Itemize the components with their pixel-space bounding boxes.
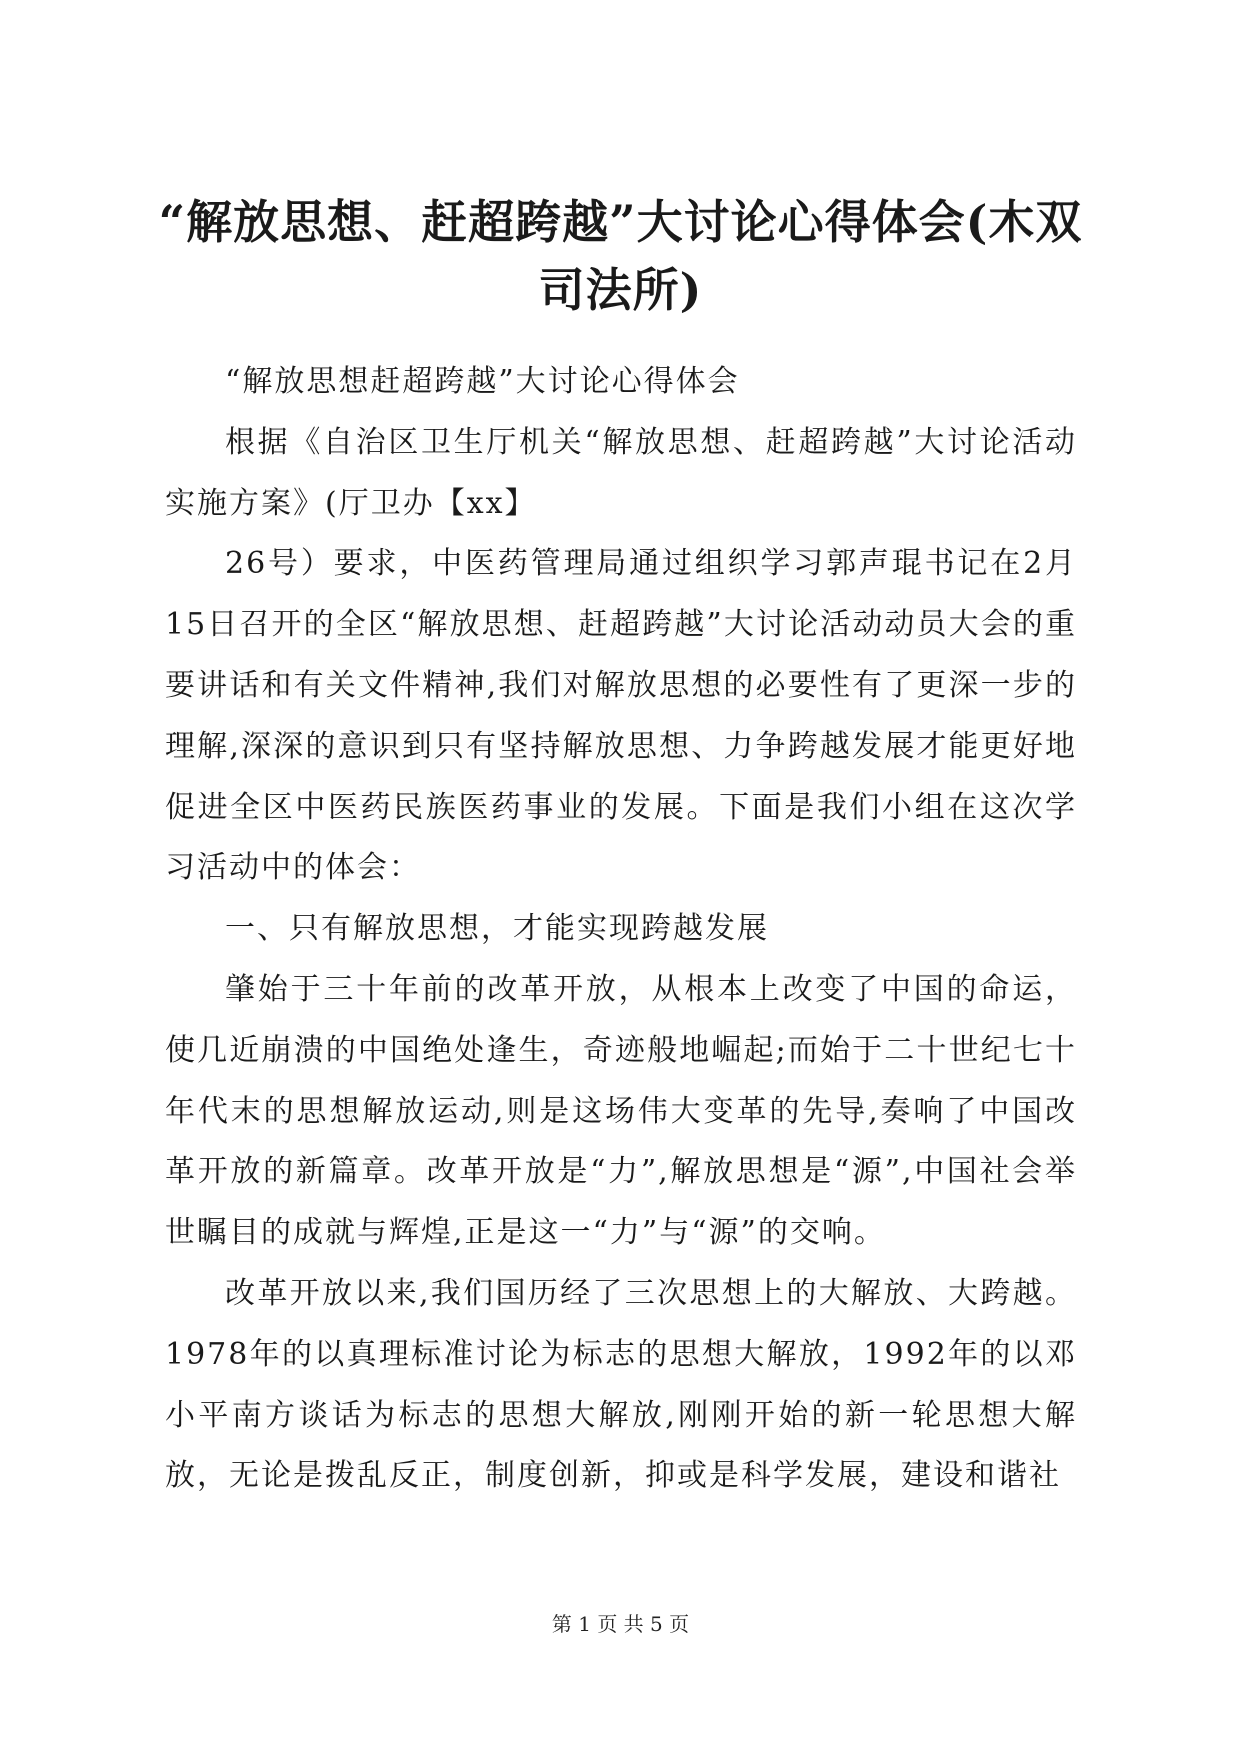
paragraph: 根据《自治区卫生厅机关“解放思想、赶超跨越”大讨论活动实施方案》(厅卫办【xx】 bbox=[165, 424, 1077, 521]
section-heading: 一、只有解放思想，才能实现跨越发展 bbox=[225, 911, 769, 947]
paragraph: 26号）要求，中医药管理局通过组织学习郭声琨书记在2月15日召开的全区“解放思想、赶超跨越”大讨论活动动员大会的重要讲话和有关文件精神,我们对解放思想的必要性有了更深一步的理解,深深的意识到只有坚持解放思想、力争跨越发展才能更好地促进全区中医药民族医药事业的发展。下面是我们小组在这次学习活动中的体会： bbox=[165, 546, 1077, 886]
paragraph-subtitle: “解放思想赶超跨越”大讨论心得体会 bbox=[225, 364, 740, 399]
paragraph: 肇始于三十年前的改革开放，从根本上改变了中国的命运，使几近崩溃的中国绝处逢生，奇迹般地崛起;而始于二十世纪七十年代末的思想解放运动,则是这场伟大变革的先导,奏响了中国改革开放的新篇章。改革开放是“力”,解放思想是“源”,中国社会举世瞩目的成就与辉煌,正是这一“力”与“源”的交响。 bbox=[165, 971, 1077, 1251]
document-body bbox=[165, 352, 1077, 1507]
page-footer: 第 1 页 共 5 页 bbox=[551, 1612, 690, 1636]
paragraph: 改革开放以来,我们国历经了三次思想上的大解放、大跨越。1978年的以真理标准讨论为标志的思想大解放，1992年的以邓小平南方谈话为标志的思想大解放,刚刚开始的新一轮思想大解放，无论是拨乱反正，制度创新，抑或是科学发展，建设和谐社 bbox=[165, 1275, 1077, 1494]
document-title: “解放思想、赶超跨越”大讨论心得体会(木双司法所) bbox=[158, 195, 1083, 317]
